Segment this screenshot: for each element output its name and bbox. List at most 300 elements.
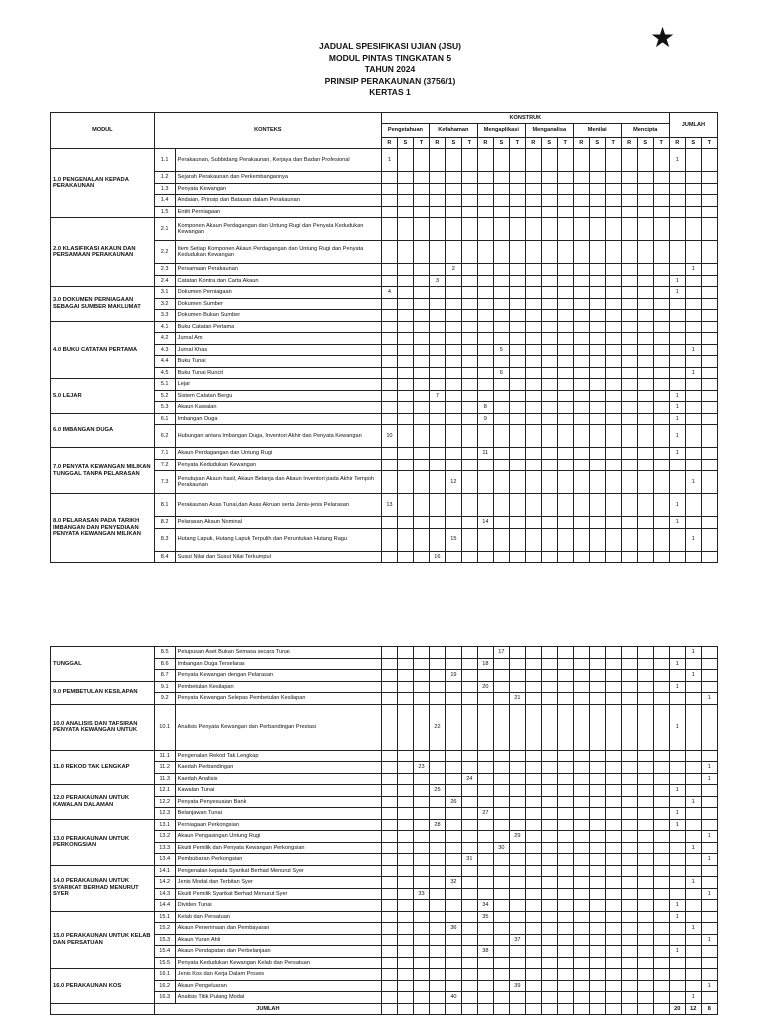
construct-cell [573, 321, 589, 333]
construct-cell [493, 658, 509, 670]
construct-cell [525, 923, 541, 935]
construct-cell [621, 762, 637, 774]
construct-cell [493, 241, 509, 264]
construct-cell [589, 390, 605, 402]
construct-cell [589, 957, 605, 969]
module-name: TUNGGAL [51, 647, 155, 682]
jumlah-cell [701, 333, 717, 345]
construct-cell [461, 693, 477, 705]
construct-cell [605, 670, 621, 682]
module-name: 12.0 PERAKAUNAN UNTUK KAWALAN DALAMAN [51, 785, 155, 820]
construct-cell [557, 842, 573, 854]
construct-cell [477, 471, 493, 494]
construct-cell [429, 402, 445, 414]
construct-cell [525, 425, 541, 448]
construct-cell [525, 379, 541, 391]
construct-cell [493, 693, 509, 705]
construct-cell [621, 517, 637, 529]
construct-cell [653, 831, 669, 843]
construct-cell [429, 172, 445, 184]
construct-cell [397, 819, 413, 831]
jumlah-cell [669, 923, 685, 935]
construct-cell [589, 923, 605, 935]
construct-cell [413, 448, 429, 460]
construct-cell [493, 819, 509, 831]
construct-cell [653, 310, 669, 322]
construct-cell [557, 831, 573, 843]
construct-cell [493, 704, 509, 750]
subtopic-number: 8.1 [154, 494, 175, 517]
construct-cell: 14 [477, 517, 493, 529]
construct-cell [541, 172, 557, 184]
construct-cell: 25 [429, 785, 445, 797]
subtopic-context: Akaun Penerimaan dan Pembayaran [175, 923, 381, 935]
subtopic-context: Kawalan Tunai [175, 785, 381, 797]
construct-cell [413, 517, 429, 529]
construct-cell [541, 413, 557, 425]
construct-cell [525, 658, 541, 670]
jumlah-cell [701, 218, 717, 241]
jumlah-cell [701, 356, 717, 368]
construct-cell [461, 425, 477, 448]
construct-cell [397, 287, 413, 299]
construct-cell [461, 647, 477, 659]
construct-cell [621, 957, 637, 969]
construct-cell [429, 934, 445, 946]
jumlah-cell [685, 195, 701, 207]
construct-cell [653, 762, 669, 774]
construct-cell [461, 264, 477, 276]
construct-cell [445, 298, 461, 310]
construct-cell [461, 195, 477, 207]
construct-cell [557, 693, 573, 705]
jumlah-cell: 1 [669, 287, 685, 299]
construct-cell [621, 264, 637, 276]
construct-cell: 7 [429, 390, 445, 402]
jumlah-cell [701, 459, 717, 471]
construct-cell [429, 831, 445, 843]
construct-cell [429, 425, 445, 448]
construct-cell [461, 808, 477, 820]
construct-cell: 10 [381, 425, 397, 448]
construct-cell [429, 946, 445, 958]
construct-cell [605, 1003, 621, 1015]
jumlah-cell: 1 [685, 471, 701, 494]
rst-header: T [509, 138, 525, 149]
construct-cell [637, 183, 653, 195]
construct-cell [381, 413, 397, 425]
module-name: 14.0 PERAKAUNAN UNTUK SYARIKAT BERHAD MENURUT SYER [51, 865, 155, 911]
construct-cell [589, 459, 605, 471]
subtopic-context: Susut Nilai dan Susut Nilai Terkumpul [175, 551, 381, 563]
construct-cell [653, 390, 669, 402]
construct-cell [397, 390, 413, 402]
construct-group-header: Menilai [573, 124, 621, 138]
column-header-jumlah: JUMLAH [669, 113, 717, 138]
construct-cell [557, 1003, 573, 1015]
construct-cell [429, 658, 445, 670]
construct-cell [509, 264, 525, 276]
construct-cell [461, 762, 477, 774]
subtopic-context: Akaun Pendapatan dan Perbelanjaan [175, 946, 381, 958]
construct-cell [653, 264, 669, 276]
construct-cell [429, 379, 445, 391]
subtopic-number: 9.2 [154, 693, 175, 705]
construct-cell [541, 819, 557, 831]
subtopic-number: 7.3 [154, 471, 175, 494]
jumlah-cell [701, 704, 717, 750]
construct-cell [525, 992, 541, 1004]
construct-cell [653, 992, 669, 1004]
jumlah-cell [701, 195, 717, 207]
jumlah-cell [701, 877, 717, 889]
construct-cell [589, 321, 605, 333]
construct-cell [525, 172, 541, 184]
construct-cell [382, 808, 398, 820]
construct-cell [493, 934, 509, 946]
subtopic-context: Entiti Perniagaan [175, 206, 381, 218]
construct-cell [621, 333, 637, 345]
construct-cell [413, 390, 429, 402]
construct-cell [381, 448, 397, 460]
construct-cell [573, 149, 589, 172]
jumlah-cell: 1 [701, 854, 717, 866]
construct-cell [541, 808, 557, 820]
construct-cell [477, 670, 493, 682]
construct-cell [605, 448, 621, 460]
subtopic-context: Persamaan Perakaunan [175, 264, 381, 276]
construct-cell [557, 658, 573, 670]
construct-cell [493, 298, 509, 310]
construct-cell [445, 888, 461, 900]
construct-cell [413, 264, 429, 276]
construct-cell [637, 448, 653, 460]
construct-cell [605, 413, 621, 425]
construct-cell [589, 762, 605, 774]
construct-cell [525, 149, 541, 172]
jumlah-cell [669, 992, 685, 1004]
construct-cell [605, 551, 621, 563]
construct-cell [397, 264, 413, 276]
construct-cell [589, 218, 605, 241]
jumlah-cell: 1 [685, 796, 701, 808]
construct-cell [477, 888, 493, 900]
construct-cell [541, 773, 557, 785]
construct-cell [397, 900, 413, 912]
rst-header: R [429, 138, 445, 149]
construct-cell [413, 969, 429, 981]
module-name: 6.0 IMBANGAN DUGA [51, 413, 155, 448]
construct-cell [413, 785, 429, 797]
construct-cell [509, 448, 525, 460]
construct-cell [509, 402, 525, 414]
construct-cell [413, 459, 429, 471]
jumlah-cell [701, 172, 717, 184]
construct-cell [541, 842, 557, 854]
construct-cell [589, 413, 605, 425]
jumlah-cell: 1 [669, 704, 685, 750]
construct-cell [589, 693, 605, 705]
construct-cell [397, 773, 413, 785]
jumlah-cell: 1 [701, 762, 717, 774]
jumlah-cell [685, 241, 701, 264]
construct-cell [653, 888, 669, 900]
jumlah-cell [669, 241, 685, 264]
construct-cell [461, 379, 477, 391]
rst-header: R [669, 138, 685, 149]
jumlah-cell [685, 831, 701, 843]
construct-cell: 8 [477, 402, 493, 414]
construct-cell [445, 980, 461, 992]
construct-cell [493, 946, 509, 958]
construct-cell [653, 681, 669, 693]
construct-cell [525, 819, 541, 831]
construct-cell [557, 969, 573, 981]
jumlah-cell: 1 [685, 528, 701, 551]
construct-cell [493, 900, 509, 912]
construct-cell [397, 344, 413, 356]
construct-cell [461, 218, 477, 241]
construct-cell [525, 681, 541, 693]
construct-cell [445, 149, 461, 172]
construct-cell [573, 992, 589, 1004]
construct-cell [509, 957, 525, 969]
construct-cell [557, 195, 573, 207]
module-name: 13.0 PERAKAUNAN UNTUK PERKONGSIAN [51, 819, 155, 865]
subtopic-number: 15.2 [154, 923, 175, 935]
construct-cell [413, 980, 429, 992]
construct-cell [621, 923, 637, 935]
construct-cell [477, 1003, 493, 1015]
construct-cell [557, 425, 573, 448]
construct-cell [621, 206, 637, 218]
subtopic-number: 2.3 [154, 264, 175, 276]
construct-cell [381, 195, 397, 207]
document-header [250, 41, 530, 99]
total-value: 12 [685, 1003, 701, 1015]
subtopic-number: 12.1 [154, 785, 175, 797]
construct-cell [509, 704, 525, 750]
construct-cell [429, 344, 445, 356]
construct-cell [445, 762, 461, 774]
construct-cell [382, 980, 398, 992]
construct-cell [637, 957, 653, 969]
construct-cell [541, 195, 557, 207]
construct-cell [637, 647, 653, 659]
construct-cell [509, 785, 525, 797]
construct-cell [397, 241, 413, 264]
jumlah-cell [685, 980, 701, 992]
construct-cell [557, 819, 573, 831]
jumlah-cell [701, 379, 717, 391]
jumlah-cell [685, 494, 701, 517]
construct-cell [525, 367, 541, 379]
construct-cell [541, 333, 557, 345]
construct-cell [477, 379, 493, 391]
subtopic-context: Dokumen Bukan Sumber [175, 310, 381, 322]
construct-cell [381, 298, 397, 310]
construct-cell [382, 865, 398, 877]
construct-cell [493, 195, 509, 207]
construct-cell [381, 333, 397, 345]
construct-cell [477, 854, 493, 866]
construct-cell [493, 448, 509, 460]
construct-group-header: Mencipta [621, 124, 669, 138]
construct-cell [397, 551, 413, 563]
subtopic-number: 6.1 [154, 413, 175, 425]
construct-cell [493, 218, 509, 241]
subtopic-number: 1.2 [154, 172, 175, 184]
construct-cell [653, 658, 669, 670]
construct-cell [573, 471, 589, 494]
subtopic-number: 11.3 [154, 773, 175, 785]
construct-cell [413, 877, 429, 889]
construct-cell [653, 241, 669, 264]
construct-cell [477, 773, 493, 785]
subtopic-context: Akaun Yuran Ahli [175, 934, 381, 946]
construct-cell [621, 888, 637, 900]
subtopic-context: Akaun Pengeluaran [175, 980, 381, 992]
construct-cell [605, 681, 621, 693]
construct-cell [461, 900, 477, 912]
construct-cell [525, 390, 541, 402]
construct-cell [605, 865, 621, 877]
construct-cell [605, 275, 621, 287]
jumlah-cell: 1 [701, 934, 717, 946]
construct-cell [541, 658, 557, 670]
construct-cell [653, 172, 669, 184]
jumlah-cell [685, 275, 701, 287]
construct-cell [397, 528, 413, 551]
construct-cell [525, 494, 541, 517]
construct-cell [541, 865, 557, 877]
construct-cell [541, 980, 557, 992]
construct-cell [605, 390, 621, 402]
construct-cell [429, 195, 445, 207]
construct-cell [589, 980, 605, 992]
construct-cell [605, 946, 621, 958]
construct-cell [397, 275, 413, 287]
construct-cell [605, 241, 621, 264]
column-header-modul: MODUL [51, 113, 155, 149]
construct-cell [477, 149, 493, 172]
construct-cell [605, 842, 621, 854]
construct-cell [637, 796, 653, 808]
construct-cell [397, 379, 413, 391]
jumlah-cell [701, 264, 717, 276]
construct-cell [461, 1003, 477, 1015]
jumlah-cell [685, 808, 701, 820]
construct-cell [445, 854, 461, 866]
jumlah-cell [669, 356, 685, 368]
construct-cell [525, 946, 541, 958]
jumlah-cell: 1 [669, 946, 685, 958]
construct-cell [493, 494, 509, 517]
construct-cell [413, 681, 429, 693]
construct-cell [573, 750, 589, 762]
construct-cell [493, 1003, 509, 1015]
construct-cell [653, 413, 669, 425]
construct-cell [509, 900, 525, 912]
construct-cell [653, 969, 669, 981]
subtopic-context: Kaedah Analisis [175, 773, 381, 785]
construct-cell [477, 796, 493, 808]
construct-cell [461, 670, 477, 682]
jumlah-cell [701, 494, 717, 517]
construct-cell [621, 298, 637, 310]
construct-cell [637, 425, 653, 448]
table-row [51, 865, 718, 877]
subtopic-context: Akaun Pengasingan Untung Rugi [175, 831, 381, 843]
jumlah-cell [669, 647, 685, 659]
construct-cell [621, 425, 637, 448]
subtopic-context: Penyata Kedudukan Kewangan [175, 459, 381, 471]
construct-cell [397, 831, 413, 843]
jumlah-cell [669, 957, 685, 969]
construct-cell [461, 911, 477, 923]
construct-cell [509, 647, 525, 659]
construct-cell [573, 693, 589, 705]
construct-cell [637, 218, 653, 241]
construct-cell [525, 647, 541, 659]
construct-cell [541, 379, 557, 391]
construct-cell [557, 773, 573, 785]
construct-cell [637, 206, 653, 218]
construct-cell [429, 1003, 445, 1015]
construct-cell [509, 865, 525, 877]
jumlah-cell [701, 149, 717, 172]
construct-cell [397, 494, 413, 517]
construct-cell [557, 551, 573, 563]
construct-cell [493, 992, 509, 1004]
jumlah-cell [701, 206, 717, 218]
construct-cell [477, 183, 493, 195]
construct-cell [509, 750, 525, 762]
construct-cell [541, 367, 557, 379]
construct-cell [413, 808, 429, 820]
construct-cell [493, 183, 509, 195]
construct-cell [557, 344, 573, 356]
construct-cell [445, 957, 461, 969]
jumlah-cell: 1 [669, 425, 685, 448]
construct-cell [541, 275, 557, 287]
construct-cell [525, 796, 541, 808]
construct-cell [493, 808, 509, 820]
construct-cell [413, 647, 429, 659]
construct-cell [493, 528, 509, 551]
subtopic-number: 7.2 [154, 459, 175, 471]
construct-cell: 37 [509, 934, 525, 946]
construct-cell [653, 785, 669, 797]
construct-cell [429, 149, 445, 172]
construct-cell [621, 969, 637, 981]
construct-cell [445, 911, 461, 923]
subtopic-context: Akaun Perdagangan dan Untung Rugi [175, 448, 381, 460]
jumlah-cell: 1 [685, 992, 701, 1004]
star-icon: ★ [650, 22, 676, 53]
jumlah-cell [685, 321, 701, 333]
construct-cell [381, 471, 397, 494]
construct-cell [589, 992, 605, 1004]
construct-cell: 16 [429, 551, 445, 563]
construct-cell [589, 888, 605, 900]
construct-cell [429, 957, 445, 969]
construct-cell [573, 379, 589, 391]
construct-cell [541, 888, 557, 900]
construct-cell [637, 333, 653, 345]
construct-cell [557, 471, 573, 494]
jumlah-cell: 1 [701, 980, 717, 992]
